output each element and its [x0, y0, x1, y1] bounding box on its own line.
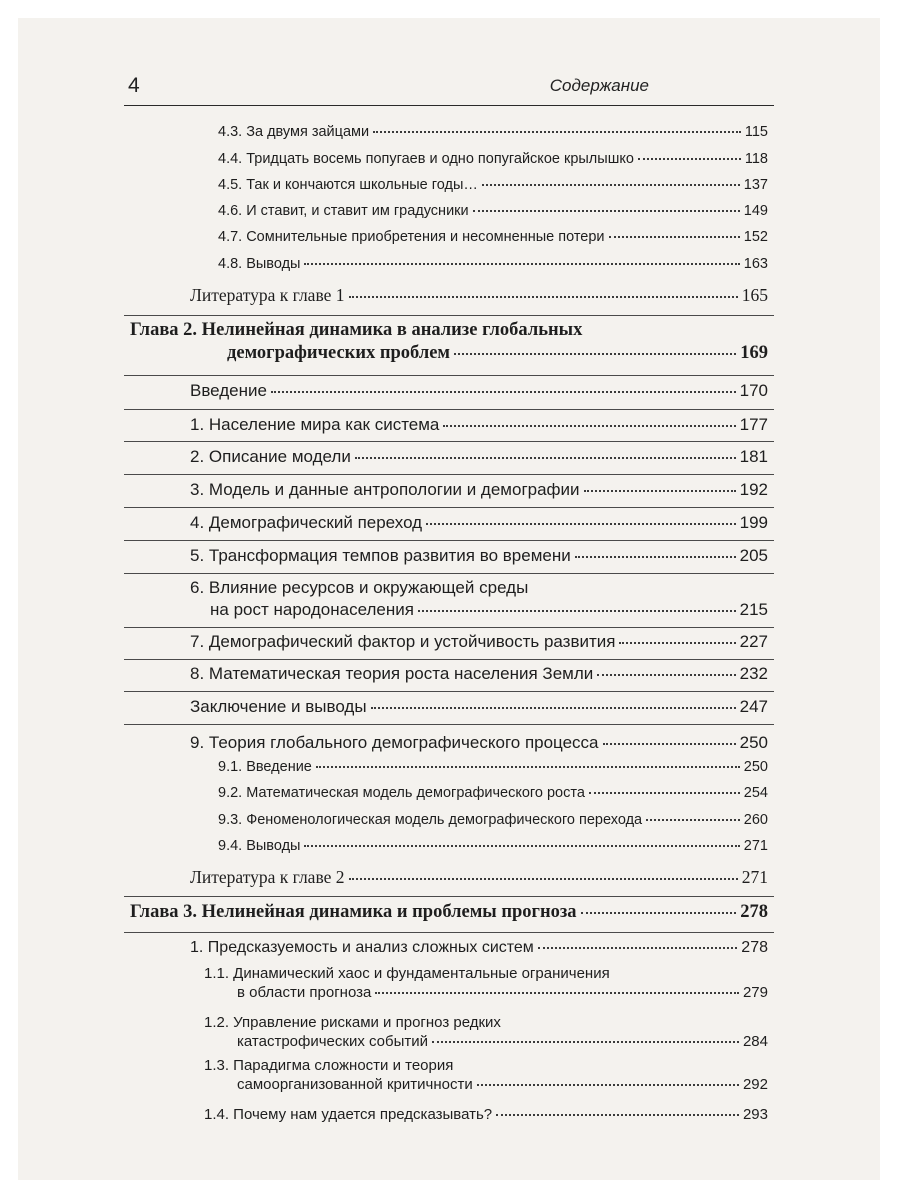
section-divider — [124, 507, 774, 508]
toc-entry-label: 4.8. Выводы — [218, 256, 301, 272]
dot-leader — [454, 353, 736, 355]
toc-entry-page: 232 — [739, 664, 768, 683]
toc-entry-section-7[interactable] — [190, 632, 768, 652]
toc-entry-section-5[interactable] — [190, 546, 768, 566]
toc-entry-label: в области прогноза — [237, 984, 372, 1001]
section-divider — [124, 659, 774, 660]
toc-entry-label: 3. Модель и данные антропологии и демографии — [190, 480, 580, 499]
chapter-title-line: Глава 2. Нелинейная динамика в анализе глобальных — [130, 320, 583, 340]
section-divider — [124, 540, 774, 541]
toc-entry-page: 215 — [739, 600, 768, 619]
toc-entry-page: 227 — [739, 632, 768, 651]
toc-entry-label: Литература к главе 2 — [190, 867, 345, 887]
toc-entry-label: 9.4. Выводы — [218, 838, 301, 854]
toc-entry-page: 247 — [739, 697, 768, 716]
section-divider — [124, 627, 774, 628]
dot-leader — [638, 158, 741, 160]
toc-entry-section-4[interactable] — [190, 513, 768, 533]
toc-entry-label: 8. Математическая теория роста населения Земли — [190, 664, 594, 683]
toc-entry-4-5[interactable] — [218, 177, 768, 193]
toc-entry-9-2[interactable] — [218, 785, 768, 801]
toc-entry-page: 137 — [743, 177, 768, 193]
toc-entry-introduction[interactable] — [190, 381, 768, 401]
toc-entry-label: 9.1. Введение — [218, 759, 312, 775]
toc-entry-page: 278 — [741, 939, 768, 956]
section-divider — [124, 573, 774, 574]
toc-entry-page: 279 — [742, 984, 768, 1001]
toc-entry-label: 4.3. За двумя зайцами — [218, 124, 370, 140]
toc-entry-page: 169 — [740, 343, 768, 363]
section-divider — [124, 474, 774, 475]
toc-entry-label: Заключение и выводы — [190, 697, 367, 716]
toc-entry-9-4[interactable] — [218, 838, 768, 854]
toc-entry-page: 118 — [744, 151, 768, 167]
toc-entry-label: 5. Трансформация темпов развития во времени — [190, 546, 571, 565]
toc-entry-label: 1. Предсказуемость и анализ сложных систем — [190, 939, 534, 956]
toc-entry-ch3-section-1[interactable] — [190, 939, 768, 957]
toc-entry-label: 4.5. Так и кончаются школьные годы… — [218, 177, 478, 193]
toc-entry-label: самоорганизованной критичности — [237, 1076, 473, 1093]
toc-entry-page: 278 — [740, 902, 768, 922]
toc-entry-page: 250 — [739, 733, 768, 752]
toc-entry-page: 250 — [743, 759, 768, 775]
toc-entry-literature-ch1[interactable] — [190, 285, 768, 306]
dot-leader — [271, 391, 736, 393]
toc-entry-section-1[interactable] — [190, 415, 768, 435]
toc-entry-label: 4.7. Сомнительные приобретения и несомненные потери — [218, 229, 605, 245]
toc-entry-label: на рост народонаселения — [210, 600, 414, 619]
toc-entry-page: 115 — [744, 124, 768, 140]
toc-entry-label: 9. Теория глобального демографического процесса — [190, 733, 599, 752]
toc-entry-page: 271 — [741, 867, 768, 887]
dot-leader — [355, 457, 736, 459]
section-divider — [124, 375, 774, 376]
page-number: 4 — [128, 74, 140, 97]
dot-leader — [496, 1114, 739, 1116]
toc-entry-4-8[interactable] — [218, 256, 768, 272]
section-divider — [124, 691, 774, 692]
toc-entry-page: 205 — [739, 546, 768, 565]
toc-entry-section-9[interactable] — [190, 733, 768, 753]
toc-entry-section-3[interactable] — [190, 480, 768, 500]
toc-entry-page: 181 — [739, 447, 768, 466]
dot-leader — [371, 707, 736, 709]
toc-entry-page: 170 — [739, 381, 768, 400]
dot-leader — [482, 184, 740, 186]
toc-entry-9-1[interactable] — [218, 759, 768, 775]
dot-leader — [349, 296, 738, 298]
dot-leader — [603, 743, 736, 745]
dot-leader — [609, 236, 740, 238]
toc-entry-1-2[interactable] — [204, 1014, 768, 1050]
toc-entry-label: 4. Демографический переход — [190, 513, 423, 532]
running-title: Содержание — [549, 76, 649, 95]
toc-entry-page: 293 — [742, 1106, 768, 1123]
chapter-title-line: Глава 3. Нелинейная динамика и проблемы прогноза — [130, 902, 577, 922]
toc-entry-label: катастрофических событий — [237, 1033, 429, 1050]
page-header — [124, 72, 774, 108]
toc-entry-page: 165 — [741, 285, 768, 305]
toc-entry-4-4[interactable] — [218, 151, 768, 167]
toc-entry-label: 2. Описание модели — [190, 447, 351, 466]
toc-entry-page: 152 — [743, 229, 768, 245]
toc-entry-label: Введение — [190, 381, 267, 400]
toc-entry-literature-ch2[interactable] — [190, 867, 768, 888]
toc-entry-4-7[interactable] — [218, 229, 768, 245]
toc-entry-page: 292 — [742, 1076, 768, 1093]
toc-entry-label: 6. Влияние ресурсов и окружающей среды — [190, 578, 529, 597]
dot-leader — [597, 674, 735, 676]
dot-leader — [477, 1084, 739, 1086]
dot-leader — [316, 766, 740, 768]
toc-entry-page: 163 — [743, 256, 768, 272]
toc-entry-page: 177 — [739, 415, 768, 434]
toc-entry-4-3[interactable] — [218, 124, 768, 140]
dot-leader — [375, 992, 739, 994]
dot-leader — [584, 490, 736, 492]
toc-entry-label: 1.3. Парадигма сложности и теория — [204, 1057, 454, 1074]
dot-leader — [538, 947, 738, 949]
dot-leader — [646, 819, 740, 821]
toc-entry-9-3[interactable] — [218, 812, 768, 828]
section-divider — [124, 409, 774, 410]
toc-entry-label: 1.4. Почему нам удается предсказывать? — [204, 1106, 493, 1123]
dot-leader — [373, 131, 741, 133]
toc-entry-label: 1.1. Динамический хаос и фундаментальные ограничения — [204, 965, 610, 982]
toc-chapter-3[interactable] — [130, 902, 768, 923]
section-divider — [124, 315, 774, 316]
dot-leader — [418, 610, 736, 612]
toc-entry-section-6[interactable] — [190, 578, 768, 620]
dot-leader — [581, 912, 737, 914]
section-divider — [124, 724, 774, 725]
toc-entry-label: 9.2. Математическая модель демографического роста — [218, 785, 585, 801]
dot-leader — [619, 642, 735, 644]
dot-leader — [443, 425, 735, 427]
dot-leader — [426, 523, 736, 525]
toc-entry-section-8[interactable] — [190, 664, 768, 684]
dot-leader — [304, 263, 739, 265]
toc-entry-1-4[interactable] — [204, 1106, 768, 1123]
toc-entry-page: 260 — [743, 812, 768, 828]
section-divider — [124, 932, 774, 933]
toc-entry-label: 4.6. И ставит, и ставит им градусники — [218, 203, 469, 219]
toc-entry-label: 1. Население мира как система — [190, 415, 440, 434]
dot-leader — [349, 878, 738, 880]
dot-leader — [473, 210, 740, 212]
toc-entry-page: 149 — [743, 203, 768, 219]
section-divider — [124, 441, 774, 442]
toc-entry-1-1[interactable] — [204, 965, 768, 1001]
chapter-title-line: демографических проблем — [227, 343, 451, 363]
toc-chapter-2[interactable] — [130, 320, 768, 364]
dot-leader — [575, 556, 736, 558]
toc-entry-4-6[interactable] — [218, 203, 768, 219]
toc-entry-section-2[interactable] — [190, 447, 768, 467]
toc-entry-label: 1.2. Управление рисками и прогноз редких — [204, 1014, 501, 1031]
dot-leader — [589, 792, 740, 794]
header-rule — [124, 105, 774, 106]
toc-entry-label: 4.4. Тридцать восемь попугаев и одно попугайское крылышко — [218, 151, 634, 167]
toc-entry-label: 7. Демографический фактор и устойчивость развития — [190, 632, 616, 651]
section-divider — [124, 896, 774, 897]
toc-entry-conclusion[interactable] — [190, 697, 768, 717]
dot-leader — [304, 845, 739, 847]
dot-leader — [432, 1041, 739, 1043]
toc-entry-1-3[interactable] — [204, 1057, 768, 1093]
toc-entry-page: 284 — [742, 1033, 768, 1050]
toc-entry-label: 9.3. Феноменологическая модель демографического перехода — [218, 812, 643, 828]
toc-entry-page: 192 — [739, 480, 768, 499]
toc-entry-page: 254 — [743, 785, 768, 801]
toc-entry-label: Литература к главе 1 — [190, 285, 345, 305]
toc-entry-page: 199 — [739, 513, 768, 532]
toc-entry-page: 271 — [743, 838, 768, 854]
